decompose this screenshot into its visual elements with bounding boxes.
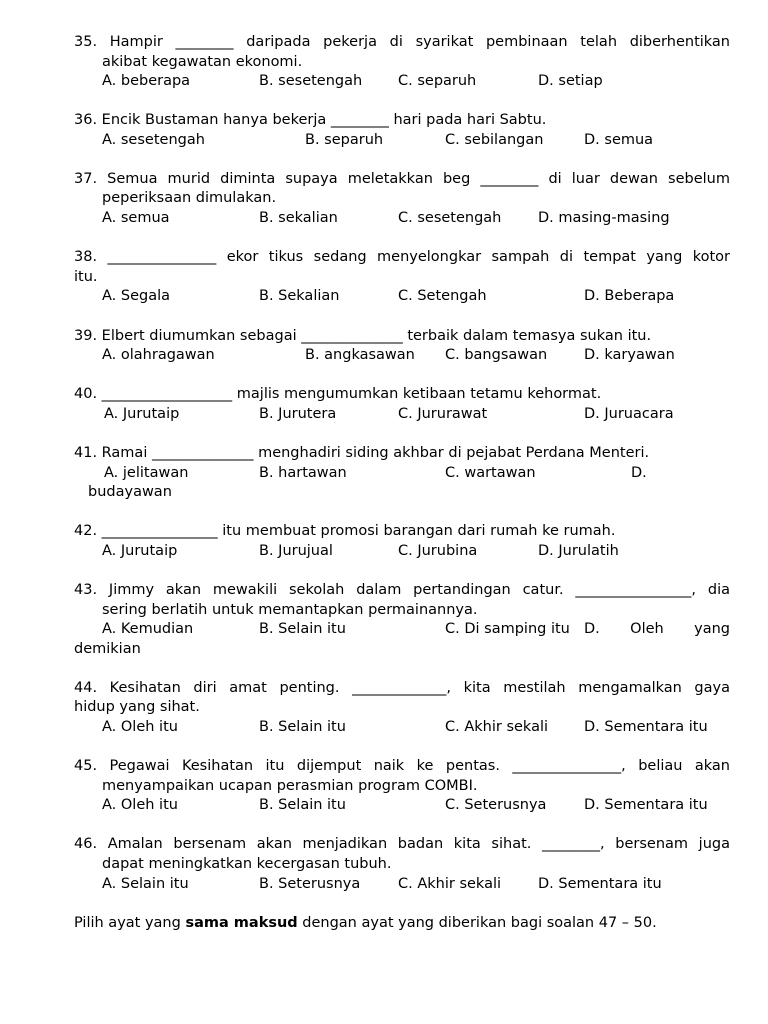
question-stem-line: 42. ________________ itu membuat promosi barangan dari rumah ke rumah. [74, 523, 616, 539]
option-d[interactable]: D. Sementara itu [538, 876, 662, 892]
question-stem-line: 37. Semua murid diminta supaya meletakkan beg ________ di luar dewan sebelum [74, 171, 730, 187]
question-stem-line: akibat kegawatan ekonomi. [102, 54, 303, 70]
option-c[interactable]: C. separuh [398, 73, 477, 89]
option-a[interactable]: A. sesetengah [102, 132, 205, 148]
question-stem-line: 35. Hampir ________ daripada pekerja di syarikat pembinaan telah diberhentikan [74, 34, 730, 50]
question-stem-line: itu. [74, 269, 98, 285]
question-stem-line: 45. Pegawai Kesihatan itu dijemput naik ke pentas. _______________, beliau akan [74, 758, 730, 774]
option-c[interactable]: C. Seterusnya [445, 797, 547, 813]
option-a[interactable]: A. Oleh itu [102, 719, 178, 735]
question-stem-line: hidup yang sihat. [74, 699, 200, 715]
option-d[interactable]: D. setiap [538, 73, 603, 89]
option-a[interactable]: A. Jurutaip [102, 543, 178, 559]
option-b[interactable]: B. sekalian [259, 210, 338, 226]
option-b[interactable]: B. Sekalian [259, 288, 340, 304]
option-c[interactable]: C. Jurubina [398, 543, 478, 559]
option-a[interactable]: A. Oleh itu [102, 797, 178, 813]
option-b[interactable]: B. Selain itu [259, 621, 346, 637]
option-b[interactable]: B. hartawan [259, 465, 347, 481]
option-a[interactable]: A. Selain itu [102, 876, 189, 892]
option-b[interactable]: B. angkasawan [305, 347, 415, 363]
option-a[interactable]: A. semua [102, 210, 170, 226]
option-d[interactable]: D. masing-masing [538, 210, 670, 226]
question-stem-line: peperiksaan dimulakan. [102, 190, 277, 206]
option-b[interactable]: B. Jurujual [259, 543, 333, 559]
option-d[interactable]: D. Sementara itu [584, 797, 708, 813]
option-a[interactable]: A. Segala [102, 288, 171, 304]
option-a[interactable]: A. Jurutaip [104, 406, 180, 422]
option-c[interactable]: C. sebilangan [445, 132, 544, 148]
question-stem-line: 41. Ramai ______________ menghadiri siding akhbar di pejabat Perdana Menteri. [74, 445, 650, 461]
question-stem-line: 36. Encik Bustaman hanya bekerja ________ hari pada hari Sabtu. [74, 112, 547, 128]
option-b[interactable]: B. separuh [305, 132, 384, 148]
instruction-text-before: Pilih ayat yang [74, 915, 186, 931]
option-d-wrap[interactable]: budayawan [88, 484, 172, 500]
option-b[interactable]: B. sesetengah [259, 73, 363, 89]
option-c[interactable]: C. Akhir sekali [445, 719, 549, 735]
option-c[interactable]: C. sesetengah [398, 210, 502, 226]
option-c[interactable]: C. Setengah [398, 288, 487, 304]
question-stem-line: 38. _______________ ekor tikus sedang menyelongkar sampah di tempat yang kotor [74, 249, 730, 265]
question-stem-line: 43. Jimmy akan mewakili sekolah dalam pertandingan catur. ________________, dia [74, 582, 730, 598]
instruction-text-after: dengan ayat yang diberikan bagi soalan 47 – 50. [297, 915, 657, 931]
option-b[interactable]: B. Selain itu [259, 719, 346, 735]
option-c[interactable]: C. Jururawat [398, 406, 488, 422]
question-stem-line: 40. __________________ majlis mengumumkan ketibaan tetamu kehormat. [74, 386, 602, 402]
option-d[interactable]: D. Juruacara [584, 406, 674, 422]
section-instruction [74, 914, 657, 934]
option-b[interactable]: B. Selain itu [259, 797, 346, 813]
option-c[interactable]: C. bangsawan [445, 347, 548, 363]
question-stem-line: 39. Elbert diumumkan sebagai ______________ terbaik dalam temasya sukan itu. [74, 328, 652, 344]
option-a[interactable]: A. olahragawan [102, 347, 215, 363]
option-d-wrap[interactable]: demikian [74, 641, 141, 657]
option-a[interactable]: A. Kemudian [102, 621, 194, 637]
option-d[interactable]: D. [631, 465, 647, 481]
question-stem-line: menyampaikan ucapan perasmian program COMBI. [102, 778, 478, 794]
option-c[interactable]: C. Di samping itu [445, 621, 570, 637]
option-d[interactable]: D. Jurulatih [538, 543, 619, 559]
option-d[interactable]: D. karyawan [584, 347, 675, 363]
option-d[interactable]: D. Beberapa [584, 288, 675, 304]
question-stem-line: sering berlatih untuk memantapkan permainannya. [102, 602, 478, 618]
option-b[interactable]: B. Seterusnya [259, 876, 361, 892]
option-a[interactable]: A. jelitawan [104, 465, 189, 481]
question-stem-line: 46. Amalan bersenam akan menjadikan badan kita sihat. ________, bersenam juga [74, 836, 730, 852]
option-c[interactable]: C. Akhir sekali [398, 876, 502, 892]
option-d[interactable]: D. Sementara itu [584, 719, 708, 735]
option-b[interactable]: B. Jurutera [259, 406, 337, 422]
question-stem-line: dapat meningkatkan kecergasan tubuh. [102, 856, 392, 872]
instruction-emphasis: sama maksud [185, 915, 298, 931]
option-d[interactable]: D. Oleh yang [584, 621, 730, 637]
question-stem-line: 44. Kesihatan diri amat penting. _____________, kita mestilah mengamalkan gaya [74, 680, 730, 696]
option-c[interactable]: C. wartawan [445, 465, 536, 481]
option-a[interactable]: A. beberapa [102, 73, 191, 89]
option-d[interactable]: D. semua [584, 132, 654, 148]
